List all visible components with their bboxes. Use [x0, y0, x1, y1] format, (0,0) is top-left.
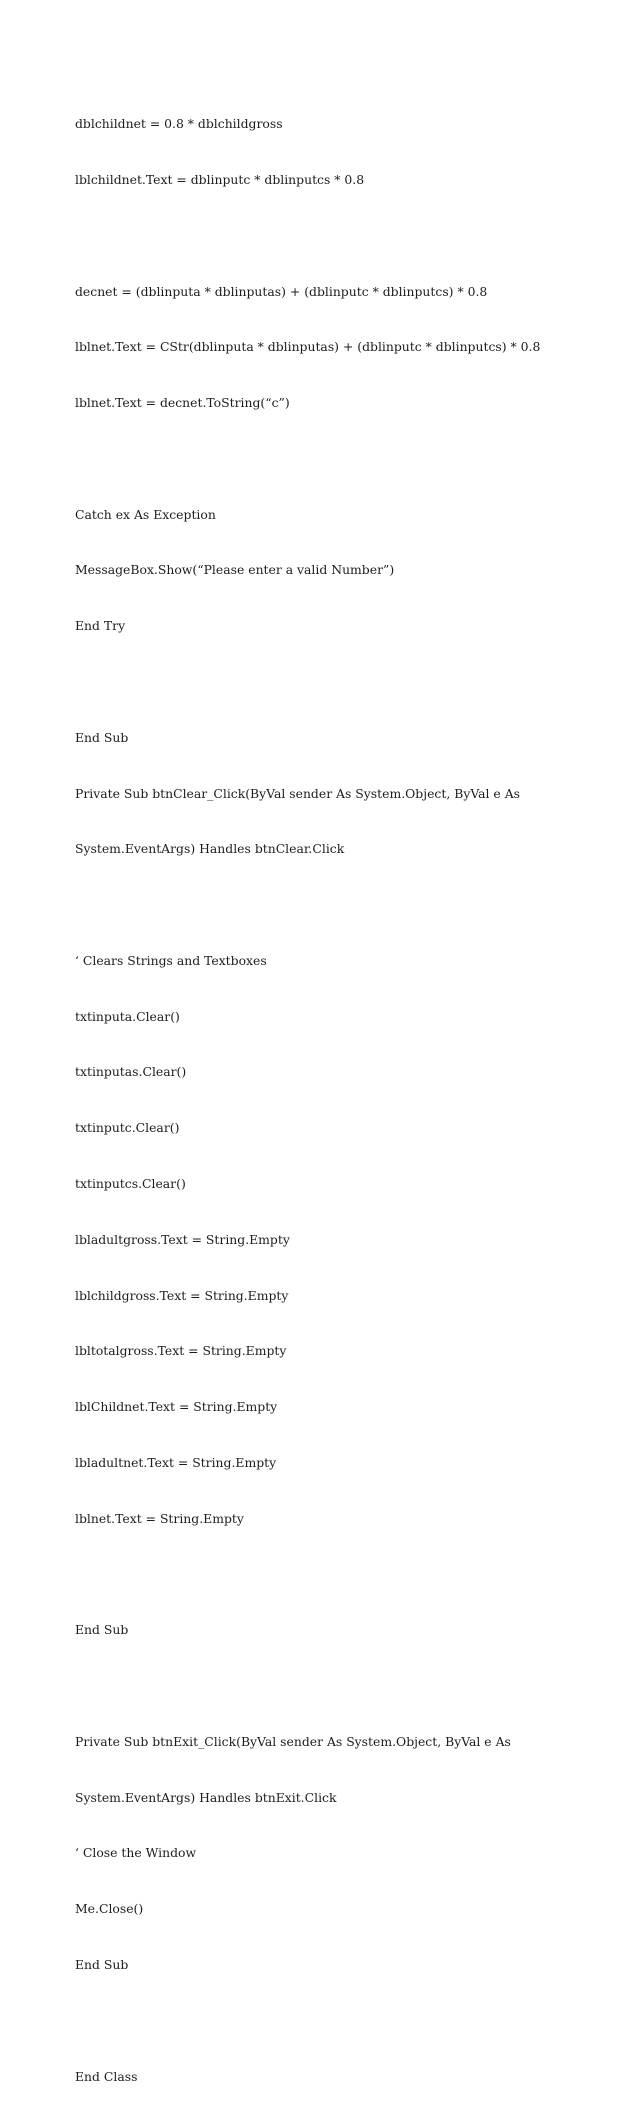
code-line: ‘ Close the Window	[75, 1845, 197, 1861]
code-line: lblnet.Text = String.Empty	[75, 1510, 244, 1526]
code-line: lblchildgross.Text = String.Empty	[75, 1287, 289, 1303]
blank-line	[75, 450, 595, 469]
code-line: Me.Close()	[75, 1901, 144, 1917]
code-line: txtinputcs.Clear()	[75, 1176, 186, 1192]
code-line: lbltotalgross.Text = String.Empty	[75, 1343, 287, 1359]
code-line: lbladultnet.Text = String.Empty	[75, 1454, 277, 1470]
code-line: Private Sub btnClear_Click(ByVal sender As System.Object, ByVal e As	[75, 785, 520, 801]
code-line: lblnet.Text = decnet.ToString(“c”)	[75, 395, 290, 411]
code-line: lbladultgross.Text = String.Empty	[75, 1231, 290, 1247]
code-line: End Sub	[75, 1622, 129, 1638]
blank-line	[75, 1566, 595, 1585]
code-line: System.EventArgs) Handles btnClear.Click	[75, 841, 345, 857]
code-line: dblchildnet = 0.8 * dblchildgross	[75, 116, 283, 132]
code-line: End Sub	[75, 729, 129, 745]
code-line: End Class	[75, 2068, 138, 2084]
code-line: txtinputc.Clear()	[75, 1120, 180, 1136]
code-line: Private Sub btnExit_Click(ByVal sender As System.Object, ByVal e As	[75, 1733, 511, 1749]
code-line: lblnet.Text = CStr(dblinputa * dblinputas) + (dblinputc * dblinputcs) * 0.8	[75, 339, 541, 355]
code-line: lblChildnet.Text = String.Empty	[75, 1399, 278, 1415]
blank-line	[75, 896, 595, 915]
code-line: End Sub	[75, 1956, 129, 1972]
code-line: txtinputas.Clear()	[75, 1064, 187, 1080]
blank-line	[75, 673, 595, 692]
code-line: txtinputa.Clear()	[75, 1008, 180, 1024]
blank-line	[75, 227, 595, 246]
code-line: System.EventArgs) Handles btnExit.Click	[75, 1789, 337, 1805]
code-line: MessageBox.Show(“Please enter a valid Number”)	[75, 562, 395, 578]
code-listing	[75, 78, 595, 2123]
code-line: ‘ Clears Strings and Textboxes	[75, 952, 267, 968]
code-line: lblchildnet.Text = dblinputc * dblinputcs * 0.8	[75, 171, 365, 187]
code-line: decnet = (dblinputa * dblinputas) + (dblinputc * dblinputcs) * 0.8	[75, 283, 488, 299]
blank-line	[75, 1677, 595, 1696]
code-line: Catch ex As Exception	[75, 506, 216, 522]
code-line: End Try	[75, 618, 126, 634]
blank-line	[75, 2012, 595, 2031]
